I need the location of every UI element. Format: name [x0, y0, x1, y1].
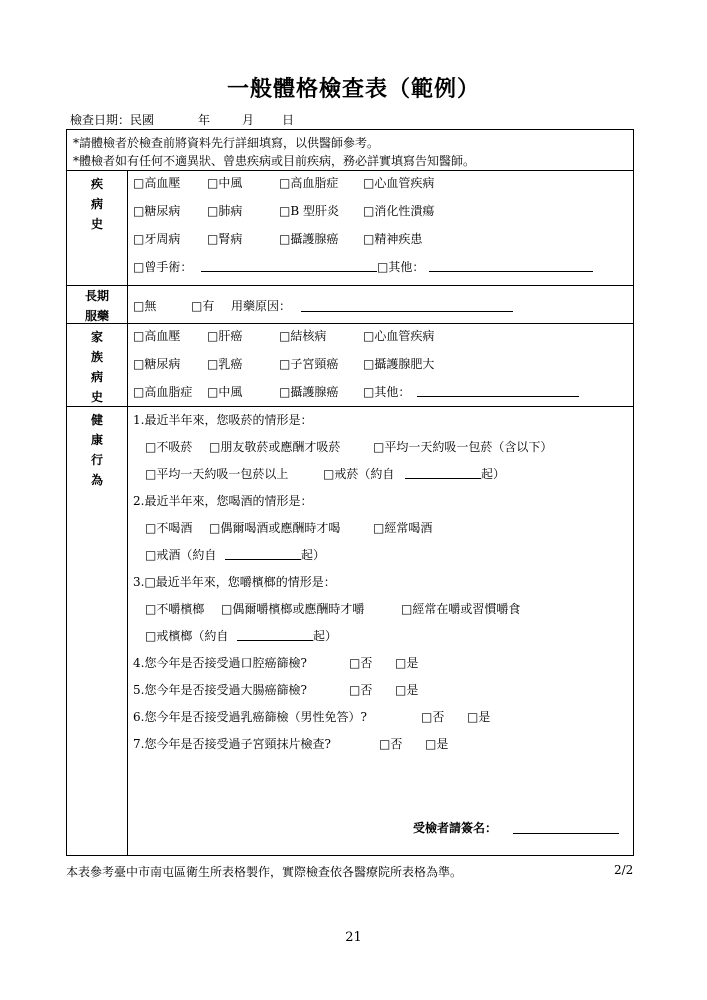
disease-hyperlipidemia-checkbox[interactable]: □高血脂症	[279, 176, 339, 190]
oral-cancer-question: 4.您今年是否接受過口腔癌篩檢?	[133, 656, 307, 670]
exam-date-day: 日	[282, 113, 295, 127]
drinking-quit-suffix: 起）	[301, 548, 326, 562]
page-title: 一般體格檢查表（範例）	[226, 76, 480, 102]
family-prostate-cancer-checkbox[interactable]: □攝護腺癌	[279, 385, 339, 399]
surgery-input-line[interactable]	[201, 271, 377, 272]
betel-no-checkbox[interactable]: □不嚼檳榔	[145, 602, 205, 616]
med-yes-checkbox[interactable]: □有	[191, 299, 215, 313]
smoking-question: 1.最近半年來，您吸菸的情形是：	[133, 413, 313, 427]
signature-label: 受檢者請簽名：	[413, 821, 498, 835]
betel-social-checkbox[interactable]: □偶爾嚼檳榔或應酬時才嚼	[221, 602, 365, 616]
family-diabetes-checkbox[interactable]: □糖尿病	[133, 357, 181, 371]
breast-cancer-yes-checkbox[interactable]: □是	[467, 710, 491, 724]
disease-periodontal-checkbox[interactable]: □牙周病	[133, 232, 181, 246]
smoking-quit-suffix: 起）	[481, 467, 506, 481]
betel-question: 3.□最近半年來，您嚼檳榔的情形是：	[133, 575, 336, 589]
smoking-daily-under-pack-checkbox[interactable]: □平均一天約吸一包菸（含以下）	[373, 440, 553, 454]
drinking-quit-date-line[interactable]	[225, 559, 301, 560]
disease-cardiovascular-checkbox[interactable]: □心血管疾病	[363, 176, 435, 190]
family-cardiovascular-checkbox[interactable]: □心血管疾病	[363, 329, 435, 343]
med-no-checkbox[interactable]: □無	[133, 299, 157, 313]
pap-smear-yes-checkbox[interactable]: □是	[425, 737, 449, 751]
smoking-social-checkbox[interactable]: □朋友敬菸或應酬才吸菸	[209, 440, 341, 454]
med-reason-label: 用藥原因：	[231, 299, 292, 313]
note-line-2: *體檢者如有任何不適異狀、曾患疾病或目前疾病，務必詳實填寫告知醫師。	[73, 154, 476, 168]
family-liver-cancer-checkbox[interactable]: □肝癌	[207, 329, 243, 343]
disease-history-label: 疾病史	[90, 177, 103, 231]
drinking-often-checkbox[interactable]: □經常喝酒	[373, 521, 433, 535]
footer-note: 本表參考臺中市南屯區衛生所表格製作，實際檢查依各醫療院所表格為準。	[66, 865, 463, 879]
long-term-med-label: 長期服藥	[84, 289, 109, 323]
family-stroke-checkbox[interactable]: □中風	[207, 385, 243, 399]
drinking-no-checkbox[interactable]: □不喝酒	[145, 521, 193, 535]
disease-hypertension-checkbox[interactable]: □高血壓	[133, 176, 181, 190]
drinking-question: 2.最近半年來，您喝酒的情形是：	[133, 494, 313, 508]
smoking-daily-over-pack-checkbox[interactable]: □平均一天約吸一包菸以上	[145, 467, 289, 481]
disease-hepatitis-b-checkbox[interactable]: □B 型肝炎	[279, 204, 339, 218]
family-hyperlipidemia-checkbox[interactable]: □高血脂症	[133, 385, 193, 399]
divider	[67, 170, 633, 171]
pap-smear-no-checkbox[interactable]: □否	[379, 737, 403, 751]
disease-prostate-cancer-checkbox[interactable]: □攝護腺癌	[279, 232, 339, 246]
divider	[67, 406, 633, 407]
pap-smear-question: 7.您今年是否接受過子宮頸抹片檢查?	[133, 737, 331, 751]
disease-peptic-ulcer-checkbox[interactable]: □消化性潰瘍	[363, 204, 435, 218]
family-breast-cancer-checkbox[interactable]: □乳癌	[207, 357, 243, 371]
family-history-label: 家族病史	[90, 330, 103, 404]
family-tuberculosis-checkbox[interactable]: □結核病	[279, 329, 327, 343]
disease-surgery-checkbox[interactable]: □曾手術：	[133, 260, 193, 274]
colon-cancer-yes-checkbox[interactable]: □是	[395, 683, 419, 697]
disease-lung-checkbox[interactable]: □肺病	[207, 204, 243, 218]
note-line-1: *請體檢者於檢查前將資料先行詳細填寫，以供醫師參考。	[73, 136, 380, 150]
family-prostate-hypertrophy-checkbox[interactable]: □攝護腺肥大	[363, 357, 435, 371]
betel-quit-date-line[interactable]	[237, 640, 313, 641]
page-number: 21	[345, 930, 362, 945]
drinking-quit-checkbox[interactable]: □戒酒（約自	[145, 548, 217, 562]
breast-cancer-question: 6.您今年是否接受過乳癌篩檢（男性免答）?	[133, 710, 367, 724]
colon-cancer-no-checkbox[interactable]: □否	[349, 683, 373, 697]
column-divider	[127, 170, 128, 856]
exam-date-row	[70, 111, 630, 127]
smoking-no-checkbox[interactable]: □不吸菸	[145, 440, 193, 454]
disease-diabetes-checkbox[interactable]: □糖尿病	[133, 204, 181, 218]
exam-date-month: 月	[242, 113, 255, 127]
disease-other-input-line[interactable]	[429, 271, 593, 272]
smoking-quit-checkbox[interactable]: □戒菸（約自	[323, 467, 395, 481]
family-cervical-cancer-checkbox[interactable]: □子宮頸癌	[279, 357, 339, 371]
page-fraction: 2/2	[614, 863, 634, 877]
med-reason-input-line[interactable]	[301, 311, 513, 312]
divider	[67, 285, 633, 286]
disease-mental-checkbox[interactable]: □精神疾患	[363, 232, 423, 246]
colon-cancer-question: 5.您今年是否接受過大腸癌篩檢?	[133, 683, 307, 697]
exam-date-year: 年	[198, 113, 211, 127]
oral-cancer-yes-checkbox[interactable]: □是	[395, 656, 419, 670]
signature-input-line[interactable]	[513, 833, 619, 834]
betel-quit-suffix: 起）	[313, 629, 338, 643]
betel-often-checkbox[interactable]: □經常在嚼或習慣嚼食	[401, 602, 521, 616]
exam-date-label: 檢查日期：民國	[70, 113, 155, 127]
exam-form	[66, 129, 634, 856]
family-hypertension-checkbox[interactable]: □高血壓	[133, 329, 181, 343]
disease-stroke-checkbox[interactable]: □中風	[207, 176, 243, 190]
breast-cancer-no-checkbox[interactable]: □否	[421, 710, 445, 724]
family-other-checkbox[interactable]: □其他：	[363, 385, 411, 399]
drinking-social-checkbox[interactable]: □偶爾喝酒或應酬時才喝	[209, 521, 341, 535]
divider	[67, 323, 633, 324]
disease-kidney-checkbox[interactable]: □腎病	[207, 232, 243, 246]
betel-quit-checkbox[interactable]: □戒檳榔（約自	[145, 629, 229, 643]
disease-other-checkbox[interactable]: □其他：	[377, 260, 425, 274]
health-behavior-label: 健康行為	[90, 413, 103, 487]
smoking-quit-date-line[interactable]	[405, 478, 481, 479]
oral-cancer-no-checkbox[interactable]: □否	[349, 656, 373, 670]
family-other-input-line[interactable]	[417, 396, 579, 397]
